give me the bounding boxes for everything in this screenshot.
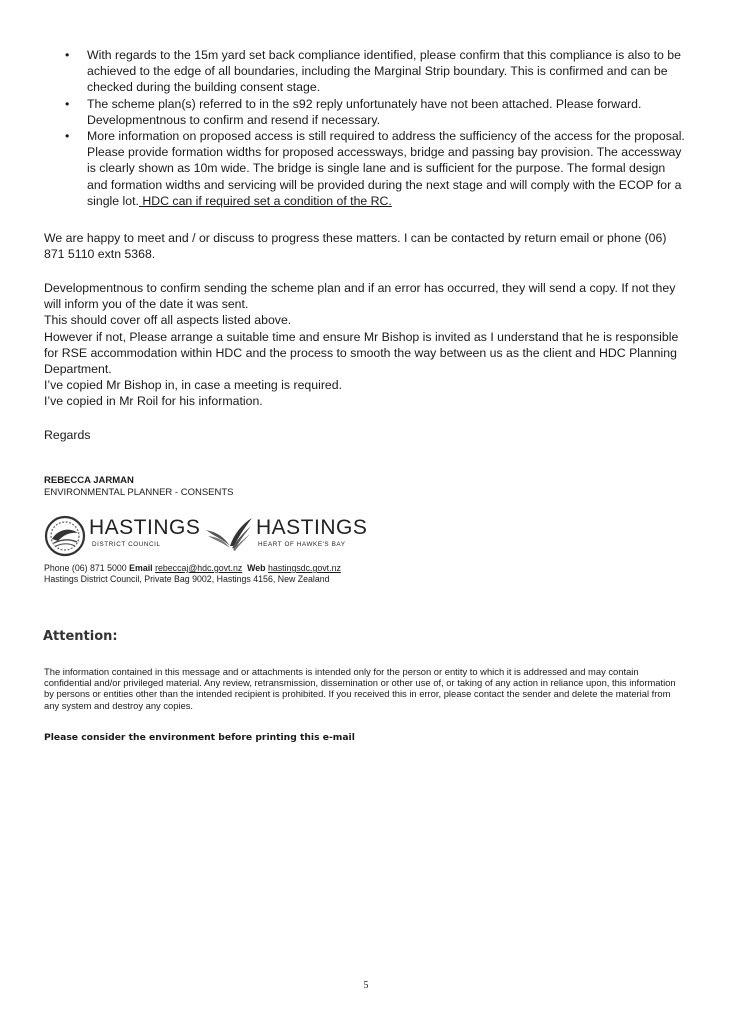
bullet-icon: • (65, 129, 70, 144)
signature-block (44, 475, 234, 498)
reply-line: This should cover off all aspects listed above. (44, 313, 292, 328)
bullet-text: The scheme plan(s) referred to in the s92 reply unfortunately have not been attached. Please forward. Developmentnous to confirm and resend if necessary. (87, 96, 642, 127)
signature-name: REBECCA JARMAN (44, 475, 134, 486)
phone-number: (06) 871 5000 (71, 563, 127, 573)
hastings-logo-word: HASTINGS (256, 516, 368, 539)
web-link[interactable]: hastingsdc.govt.nz (268, 563, 341, 573)
reply-paragraph (44, 280, 689, 410)
bullet-icon: • (65, 96, 70, 111)
regards-text: Regards (44, 428, 91, 442)
contact-block (44, 563, 341, 585)
bullet-item (45, 128, 685, 209)
bullet-icon: • (65, 48, 70, 62)
web-label: Web (247, 563, 266, 573)
logo-row (44, 514, 368, 558)
email-link[interactable]: rebeccaj@hdc.govt.nz (155, 563, 243, 573)
reply-line: I’ve copied in Mr Roil for his information. (44, 394, 263, 409)
attention-heading: Attention: (43, 629, 118, 644)
hdc-logo-word: HASTINGS (89, 516, 201, 539)
phone-label: Phone (44, 563, 70, 573)
bullet-text: More information on proposed access is still required to address the sufficiency of the access for the proposal. Please provide formation widths for proposed accessways, bridge and passing bay provision. The accessway is clearly shown as 10m wide. The bridge is single lane and is sufficient for the purpose. The formal design and formation widths and servicing will be provided during the next stage and will comply with the ECOP for a single lot. (87, 129, 685, 208)
disclaimer-text: The information contained in this message and or attachments is intended only for the person or entity to which it is addressed and may contain confidential and/or privileged material. Any review, retransmission, dissemination or other use of, or taking of any action in reliance upon, this information by persons or entities other than the intended recipient is prohibited. If you received this in error, please contact the sender and delete the material from any system and destroy any copies. (44, 666, 676, 711)
hdc-logo (44, 514, 201, 558)
email-label: Email (129, 563, 153, 573)
reply-line: I’ve copied Mr Bishop in, in case a meeting is required. (44, 378, 343, 393)
reply-line: However if not, Please arrange a suitable time and ensure Mr Bishop is invited as I understand that he is responsible for RSE accommodation within HDC and the process to smooth the way between us as the client and HDC Planning Department. (44, 329, 679, 377)
hastings-logo-sub: HEART OF HAWKE'S BAY (258, 541, 346, 548)
environment-notice: Please consider the environment before printing this e-mail (44, 732, 355, 743)
hastings-heart-logo (204, 514, 368, 558)
reply-line: Developmentnous to confirm sending the scheme plan and if an error has occurred, they will send a copy. If not they will inform you of the date it was sent. (44, 281, 676, 312)
meeting-paragraph: We are happy to meet and / or discuss to progress these matters. I can be contacted by return email or phone (06) 871 5110 extn 5368. (44, 231, 667, 262)
contact-line (44, 563, 341, 574)
page-number: 5 (363, 980, 369, 991)
bullet-text: With regards to the 15m yard set back compliance identified, please confirm that this compliance is also to be achieved to the edge of all boundaries, including the Marginal Strip boundary. This is confirmed and can be checked during the building consent stage. (87, 48, 681, 95)
signature-title: ENVIRONMENTAL PLANNER - CONSENTS (44, 486, 234, 498)
hdc-logo-sub: DISTRICT COUNCIL (92, 541, 161, 548)
hdc-emblem-icon (44, 515, 86, 557)
bullet-underlined-text: HDC can if required set a condition of the RC. (138, 193, 392, 208)
bullet-list (45, 47, 685, 209)
bullet-item (45, 96, 685, 128)
bullet-item (45, 47, 685, 96)
postal-address: Hastings District Council, Private Bag 9002, Hastings 4156, New Zealand (44, 574, 330, 584)
hawkes-bay-wing-icon (204, 516, 254, 556)
